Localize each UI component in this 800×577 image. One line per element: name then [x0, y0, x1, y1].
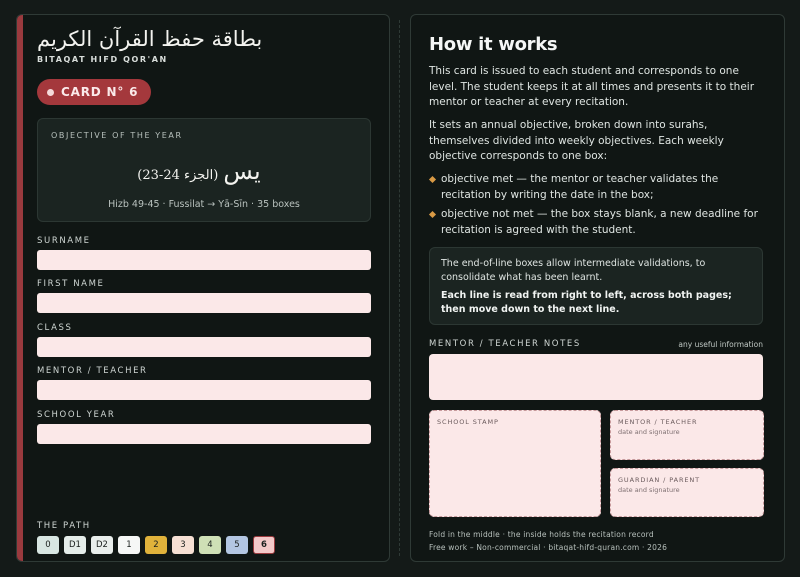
footer-fold-note: Fold in the middle · the inside holds the recitation record: [429, 530, 654, 539]
field-label: MENTOR / TEACHER: [37, 366, 148, 376]
objective-paragraph: It sets an annual objective, broken down into surahs, themselves divided into weekly objectives. Each weekly objective corresponds to one box:: [429, 119, 724, 162]
objective-box: [37, 118, 371, 222]
notes-input[interactable]: [429, 354, 763, 400]
path-label: THE PATH: [37, 521, 91, 531]
accent-stripe: [17, 15, 23, 561]
arabic-title: بطاقة حفظ القرآن الكريم: [37, 27, 263, 51]
bullet-item: [429, 172, 769, 203]
guardian-signature-title: GUARDIAN / PARENT: [618, 476, 701, 484]
guardian-signature-box[interactable]: [610, 468, 764, 517]
path-step-chip: 6: [253, 536, 275, 554]
diamond-bullet-icon: [429, 176, 436, 183]
bullet-text: objective met — the mentor or teacher validates the recitation by writing the date in the box;: [441, 173, 719, 201]
field-label: CLASS: [37, 323, 73, 333]
note-text: The end-of-line boxes allow intermediate validations, to consolidate what has been learnt.: [441, 258, 706, 283]
bullet-item: [429, 207, 769, 238]
dot-icon: [47, 89, 54, 96]
class-input[interactable]: [37, 337, 371, 357]
surah-name: يس: [223, 157, 261, 185]
instructions-panel: [410, 14, 785, 562]
bullet-text: objective not met — the box stays blank, a new deadline for recitation is agreed with the student.: [441, 208, 758, 236]
intro-paragraph: This card is issued to each student and corresponds to one level. The student keeps it at all times and presents it to their mentor or teacher at every recitation.: [429, 65, 755, 108]
fold-line: [399, 20, 400, 556]
path-step-chip: 2: [145, 536, 167, 554]
path-step-chip: D2: [91, 536, 113, 554]
surname-field: [37, 236, 371, 270]
path-step-chip: 3: [172, 536, 194, 554]
card-number-badge: [37, 79, 151, 105]
school-year-input[interactable]: [37, 424, 371, 444]
class-field: [37, 323, 371, 357]
path-step-chip: 5: [226, 536, 248, 554]
notes-hint: any useful information: [678, 340, 763, 349]
school-stamp-label: SCHOOL STAMP: [437, 418, 499, 426]
transliterated-title: BITAQAT HIFD QOR'AN: [37, 55, 168, 64]
note-bold-text: Each line is read from right to left, across both pages; then move down to the next line.: [441, 290, 732, 315]
reading-note: [429, 247, 763, 325]
guardian-signature-sub: date and signature: [618, 486, 680, 494]
field-label: FIRST NAME: [37, 279, 105, 289]
mentor-signature-sub: date and signature: [618, 428, 680, 436]
card-number-label: CARD N° 6: [61, 85, 139, 99]
surname-input[interactable]: [37, 250, 371, 270]
path-step-chip: 0: [37, 536, 59, 554]
first-name-field: [37, 279, 371, 313]
page-title: How it works: [429, 34, 558, 55]
objective-surah: [38, 157, 370, 185]
objective-title: OBJECTIVE OF THE YEAR: [51, 131, 183, 140]
objective-meta: Hizb 49-45 · Fussilat → Yā-Sīn · 35 boxes: [108, 199, 300, 210]
school-year-field: [37, 410, 371, 444]
path-steps: [37, 536, 275, 554]
school-stamp-box[interactable]: [429, 410, 601, 517]
field-label: SURNAME: [37, 236, 91, 246]
path-step-chip: D1: [64, 536, 86, 554]
card-front-panel: [16, 14, 390, 562]
diamond-bullet-icon: [429, 211, 436, 218]
field-label: SCHOOL YEAR: [37, 410, 116, 420]
juz-range: (الجزء 24-23): [137, 168, 219, 183]
notes-label: MENTOR / TEACHER NOTES: [429, 339, 581, 349]
path-step-chip: 4: [199, 536, 221, 554]
mentor-signature-box[interactable]: [610, 410, 764, 460]
footer-license: Free work – Non-commercial · bitaqat-hifd-quran.com · 2026: [429, 543, 668, 552]
mentor-field: [37, 366, 371, 400]
path-step-chip: 1: [118, 536, 140, 554]
mentor-signature-title: MENTOR / TEACHER: [618, 418, 698, 426]
first-name-input[interactable]: [37, 293, 371, 313]
mentor-input[interactable]: [37, 380, 371, 400]
